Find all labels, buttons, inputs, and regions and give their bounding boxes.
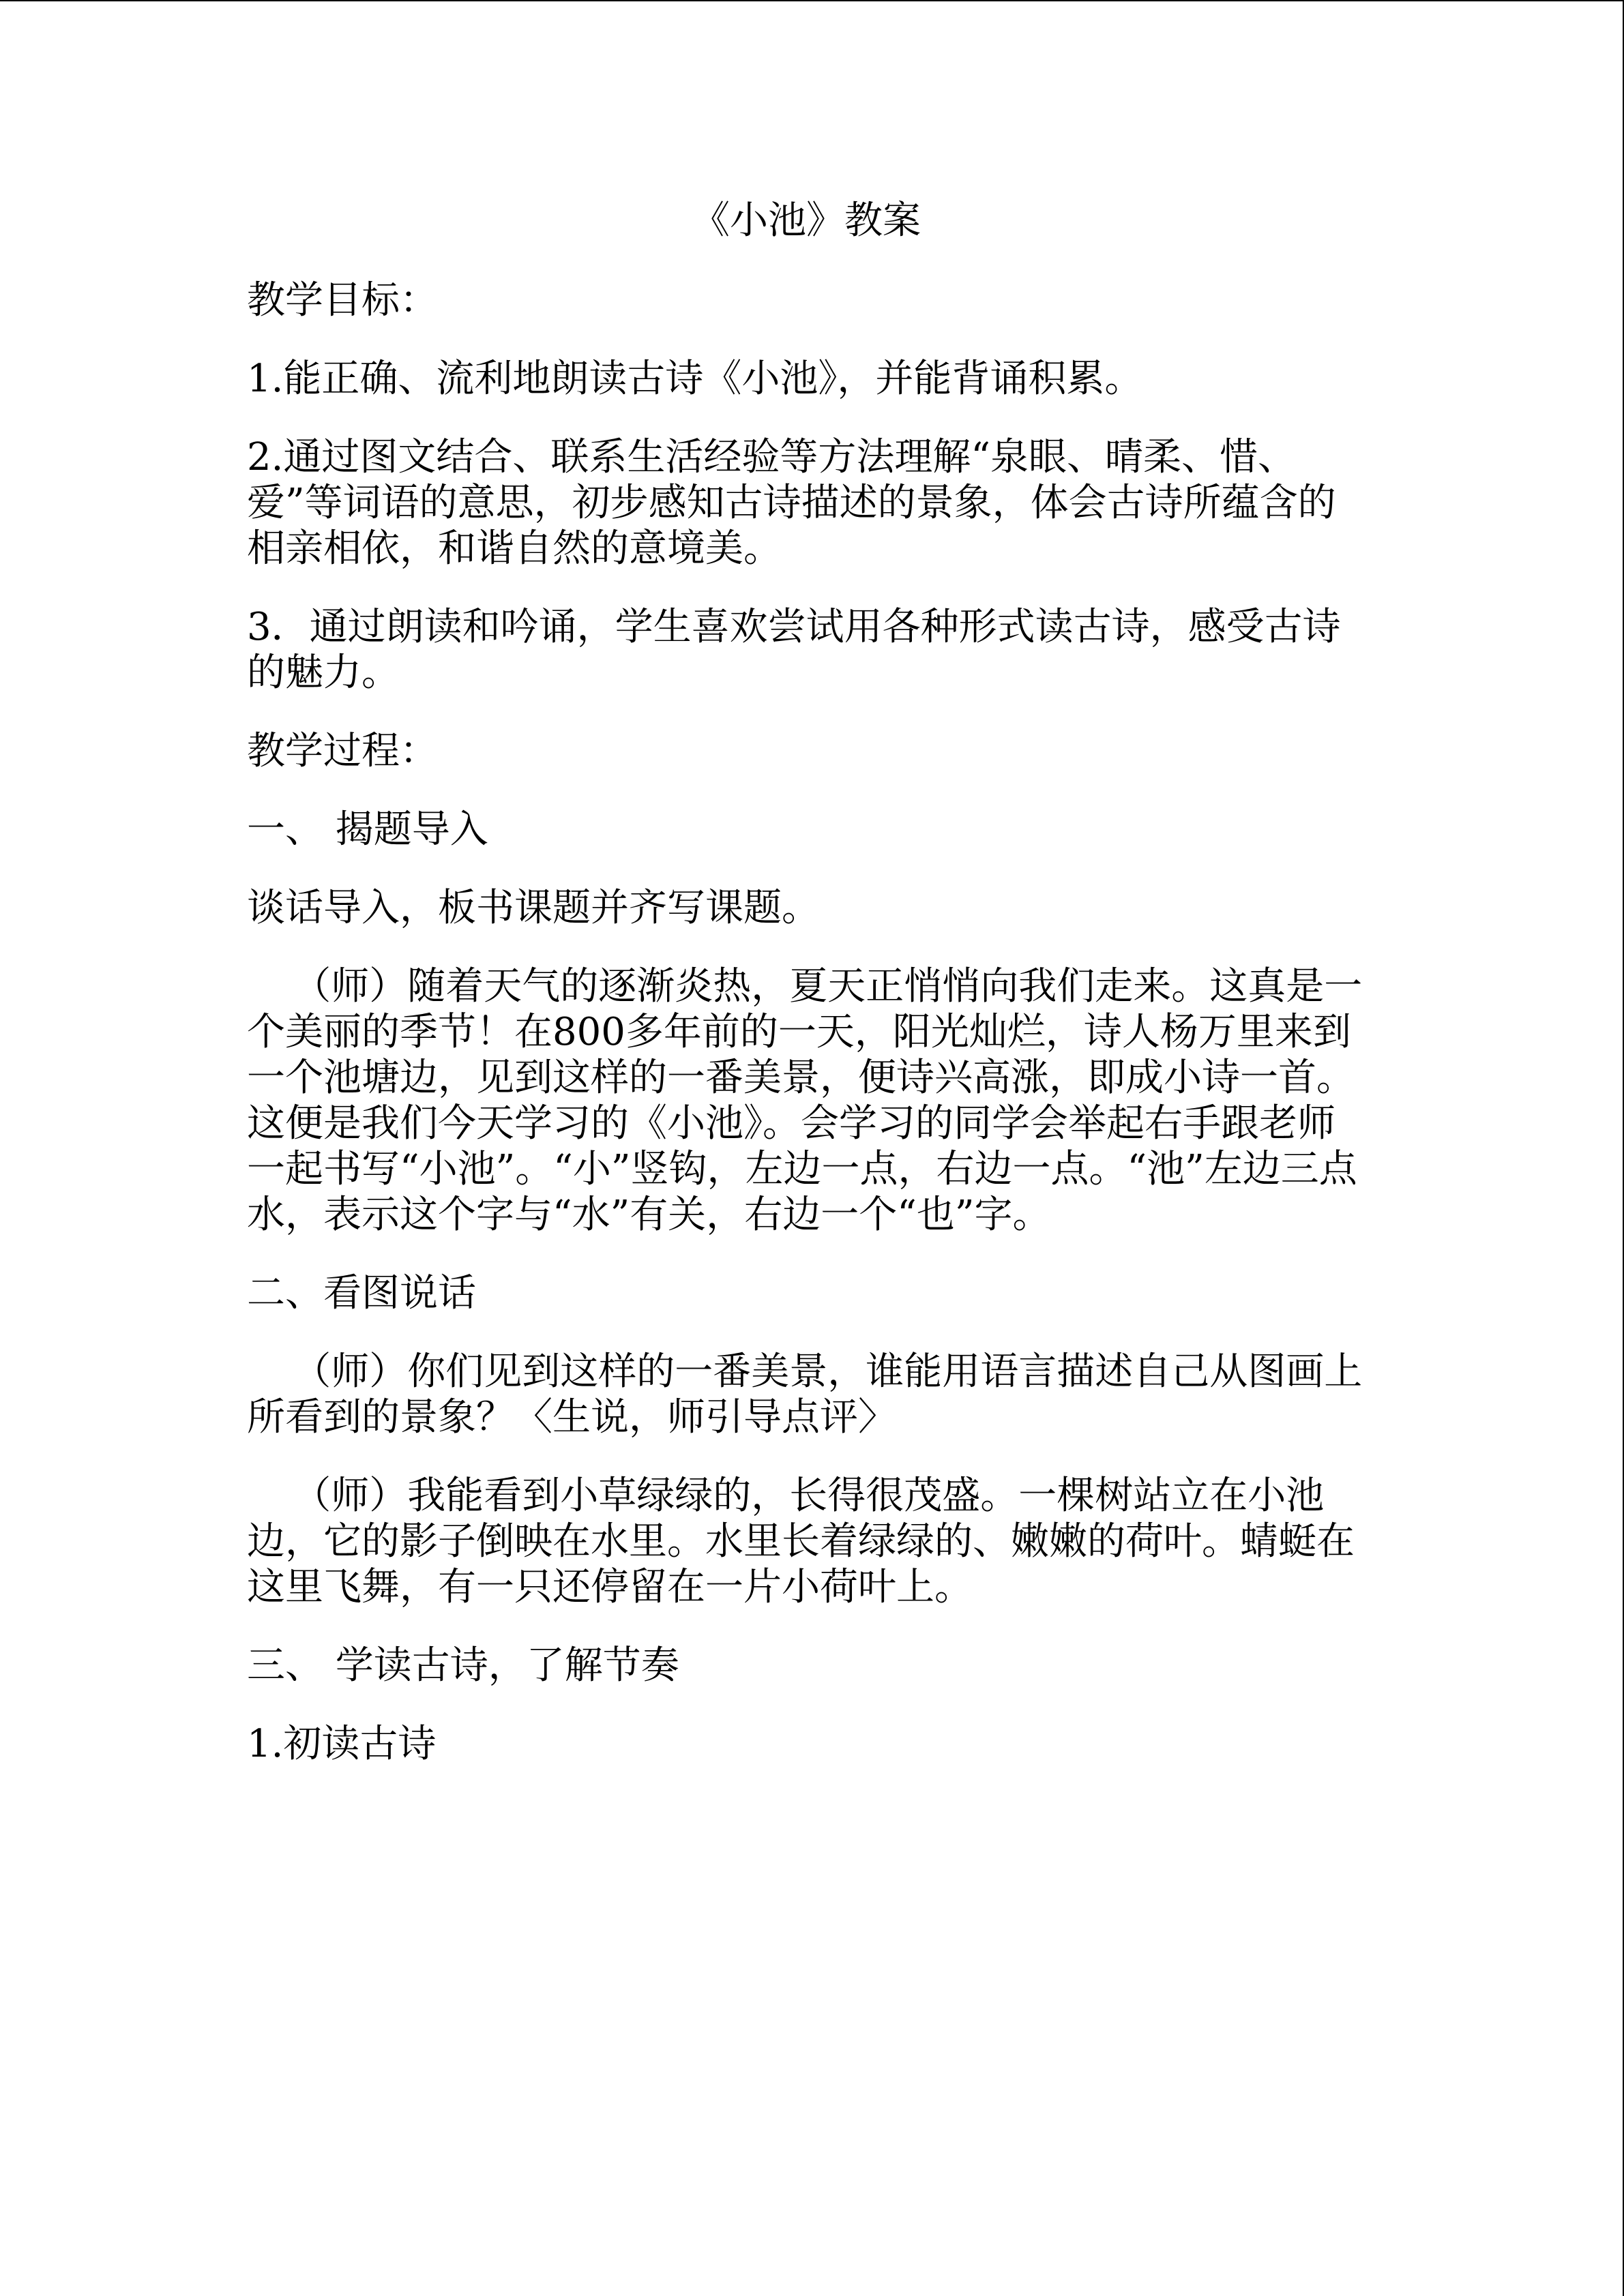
objective-1: 1.能正确、流利地朗读古诗《小池》，并能背诵积累。 xyxy=(247,357,1143,401)
teacher-paragraph-2: （师）你们见到这样的一番美景，谁能用语言描述自己从图画上所看到的景象？〈生说，师引导点评〉 xyxy=(247,1350,1363,1440)
objective-2: 2.通过图文结合、联系生活经验等方法理解“泉眼、晴柔、惜、爱”等词语的意思，初步感知古诗描述的景象，体会古诗所蕴含的相亲相依，和谐自然的意境美。 xyxy=(247,435,1336,571)
section-1-heading: 一、 揭题导入 xyxy=(247,807,488,852)
subsection-1-heading: 1.初读古诗 xyxy=(247,1722,437,1766)
objective-3: 3．通过朗读和吟诵，学生喜欢尝试用各种形式读古诗，感受古诗的魅力。 xyxy=(247,605,1341,695)
document-body xyxy=(247,198,1365,1800)
section-3-heading: 三、 学读古诗，了解节奏 xyxy=(247,1643,679,1688)
section-2-heading: 二、看图说话 xyxy=(247,1271,476,1315)
heading-process: 教学过程： xyxy=(247,729,438,773)
teacher-paragraph-3: （师）我能看到小草绿绿的，长得很茂盛。一棵树站立在小池边，它的影子倒映在水里。水里长着绿绿的、嫩嫩的荷叶。蜻蜓在这里飞舞，有一只还停留在一片小荷叶上。 xyxy=(247,1474,1355,1609)
section-1-intro: 谈话导入，板书课题并齐写课题。 xyxy=(247,886,820,930)
heading-objectives: 教学目标： xyxy=(247,278,438,323)
teacher-paragraph-1: （师）随着天气的逐渐炎热，夏天正悄悄向我们走来。这真是一个美丽的季节！在800多年前的一天，阳光灿烂，诗人杨万里来到一个池塘边，见到这样的一番美景，便诗兴高涨，即成小诗一首。这便是我们今天学习的《小池》。会学习的同学会举起右手跟老师一起书写“小池”。“小”竖钩，左边一点，右边一点。“池”左边三点水，表示这个字与“水”有关，右边一个“也”字。 xyxy=(247,964,1363,1237)
document-title: 《小池》教案 xyxy=(692,198,921,243)
